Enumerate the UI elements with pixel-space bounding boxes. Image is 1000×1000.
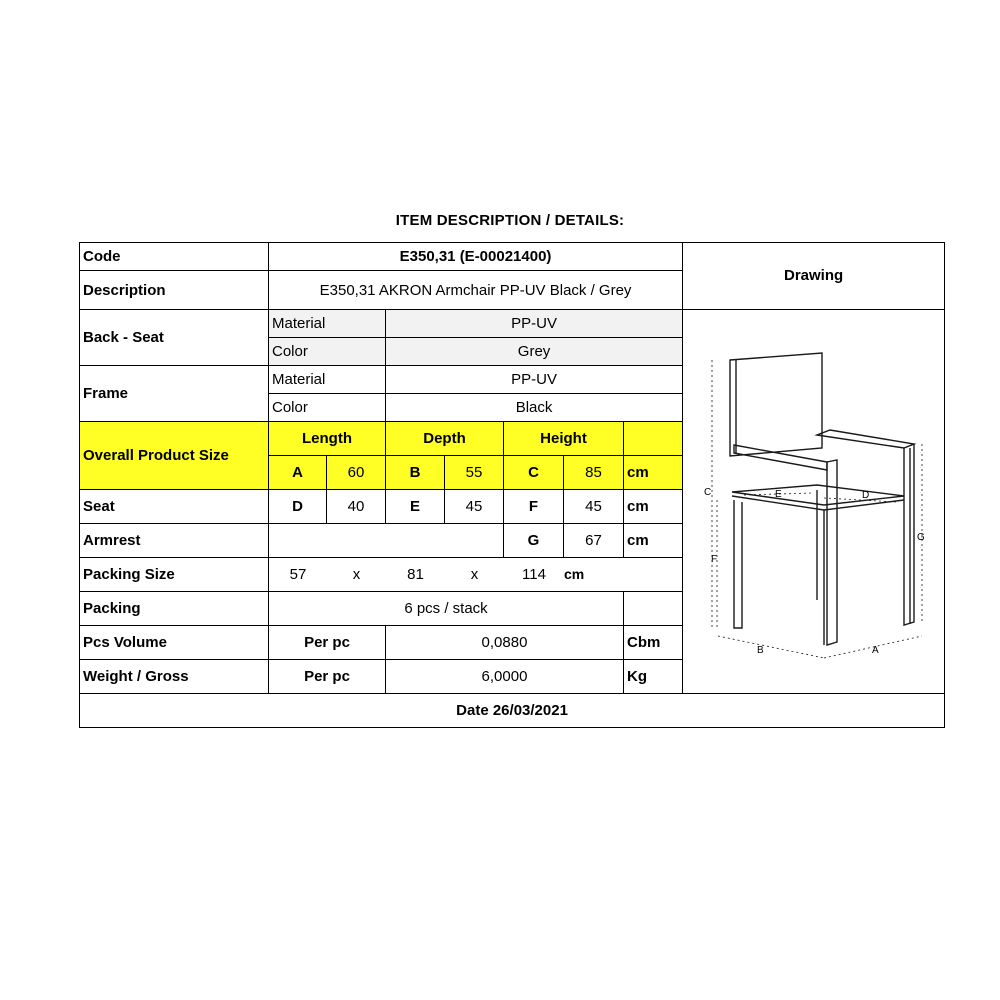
dim-b-letter: B bbox=[386, 456, 445, 490]
page-title: ITEM DESCRIPTION / DETAILS: bbox=[395, 212, 625, 229]
drawing-letter-g: G bbox=[917, 532, 925, 543]
drawing-label: Drawing bbox=[683, 243, 945, 310]
drawing-letter-e: E bbox=[775, 489, 782, 500]
packing-value: 6 pcs / stack bbox=[269, 592, 624, 626]
height-header: Height bbox=[504, 422, 624, 456]
frame-color-label: Color bbox=[269, 394, 386, 422]
weight-unit: Kg bbox=[624, 660, 683, 694]
packing-label: Packing bbox=[80, 592, 269, 626]
code-value: E350,31 (E-00021400) bbox=[269, 243, 683, 271]
dim-d-value: 40 bbox=[327, 490, 386, 524]
drawing-letter-a: A bbox=[872, 645, 879, 656]
frame-material-label: Material bbox=[269, 366, 386, 394]
packing-size-values bbox=[269, 558, 683, 592]
back-seat-material-row bbox=[80, 310, 945, 338]
weight-value: 6,0000 bbox=[386, 660, 624, 694]
frame-label: Frame bbox=[80, 366, 269, 422]
dim-g-value: 67 bbox=[564, 524, 624, 558]
packing-length: 57 bbox=[289, 566, 307, 583]
description-label: Description bbox=[80, 271, 269, 310]
pcs-volume-label: Pcs Volume bbox=[80, 626, 269, 660]
dim-c-letter: C bbox=[504, 456, 564, 490]
date-text: Date 26/03/2021 bbox=[80, 694, 945, 728]
packing-unit-blank bbox=[624, 592, 683, 626]
frame-color-value: Black bbox=[386, 394, 683, 422]
weight-label: Weight / Gross bbox=[80, 660, 269, 694]
packing-width: 81 bbox=[407, 566, 424, 583]
pcs-volume-per: Per pc bbox=[269, 626, 386, 660]
unit-header-blank bbox=[624, 422, 683, 456]
drawing-letter-f: F bbox=[711, 554, 718, 565]
chair-backrest bbox=[730, 353, 822, 456]
packing-x1: x bbox=[352, 566, 361, 583]
armrest-unit: cm bbox=[624, 524, 683, 558]
back-seat-color-label: Color bbox=[269, 338, 386, 366]
packing-size-label: Packing Size bbox=[80, 558, 269, 592]
seat-unit: cm bbox=[624, 490, 683, 524]
weight-per: Per pc bbox=[269, 660, 386, 694]
chair-drawing bbox=[682, 340, 942, 670]
drawing-letter-b: B bbox=[757, 645, 764, 656]
dim-e-value: 45 bbox=[445, 490, 504, 524]
chair-leg-front-left bbox=[734, 500, 742, 628]
depth-header: Depth bbox=[386, 422, 504, 456]
dim-d-letter: D bbox=[269, 490, 327, 524]
dim-e-letter: E bbox=[386, 490, 445, 524]
dim-f-value: 45 bbox=[564, 490, 624, 524]
code-row bbox=[80, 243, 945, 271]
pcs-volume-unit: Cbm bbox=[624, 626, 683, 660]
frame-material-value: PP-UV bbox=[386, 366, 683, 394]
code-label: Code bbox=[80, 243, 269, 271]
dim-f-letter: F bbox=[504, 490, 564, 524]
dim-g-letter: G bbox=[504, 524, 564, 558]
back-seat-color-value: Grey bbox=[386, 338, 683, 366]
armrest-blank bbox=[269, 524, 504, 558]
packing-height: 114 bbox=[522, 566, 546, 583]
dim-c-value: 85 bbox=[564, 456, 624, 490]
packing-size-unit: cm bbox=[564, 566, 585, 582]
drawing-letter-d: D bbox=[862, 490, 870, 501]
drawing-letter-c: C bbox=[704, 487, 712, 498]
chair-armrest-right bbox=[817, 430, 914, 448]
description-value: E350,31 AKRON Armchair PP-UV Black / Grey bbox=[269, 271, 683, 310]
back-seat-material-value: PP-UV bbox=[386, 310, 683, 338]
back-seat-label: Back - Seat bbox=[80, 310, 269, 366]
seat-label: Seat bbox=[80, 490, 269, 524]
overall-size-label: Overall Product Size bbox=[80, 422, 269, 490]
overall-unit: cm bbox=[624, 456, 683, 490]
length-header: Length bbox=[269, 422, 386, 456]
dim-a-letter: A bbox=[269, 456, 327, 490]
pcs-volume-value: 0,0880 bbox=[386, 626, 624, 660]
back-seat-material-label: Material bbox=[269, 310, 386, 338]
date-row bbox=[80, 694, 945, 728]
dim-a-value: 60 bbox=[327, 456, 386, 490]
armrest-label: Armrest bbox=[80, 524, 269, 558]
packing-x2: x bbox=[470, 566, 479, 583]
dim-b-value: 55 bbox=[445, 456, 504, 490]
chair-seat bbox=[732, 485, 904, 505]
